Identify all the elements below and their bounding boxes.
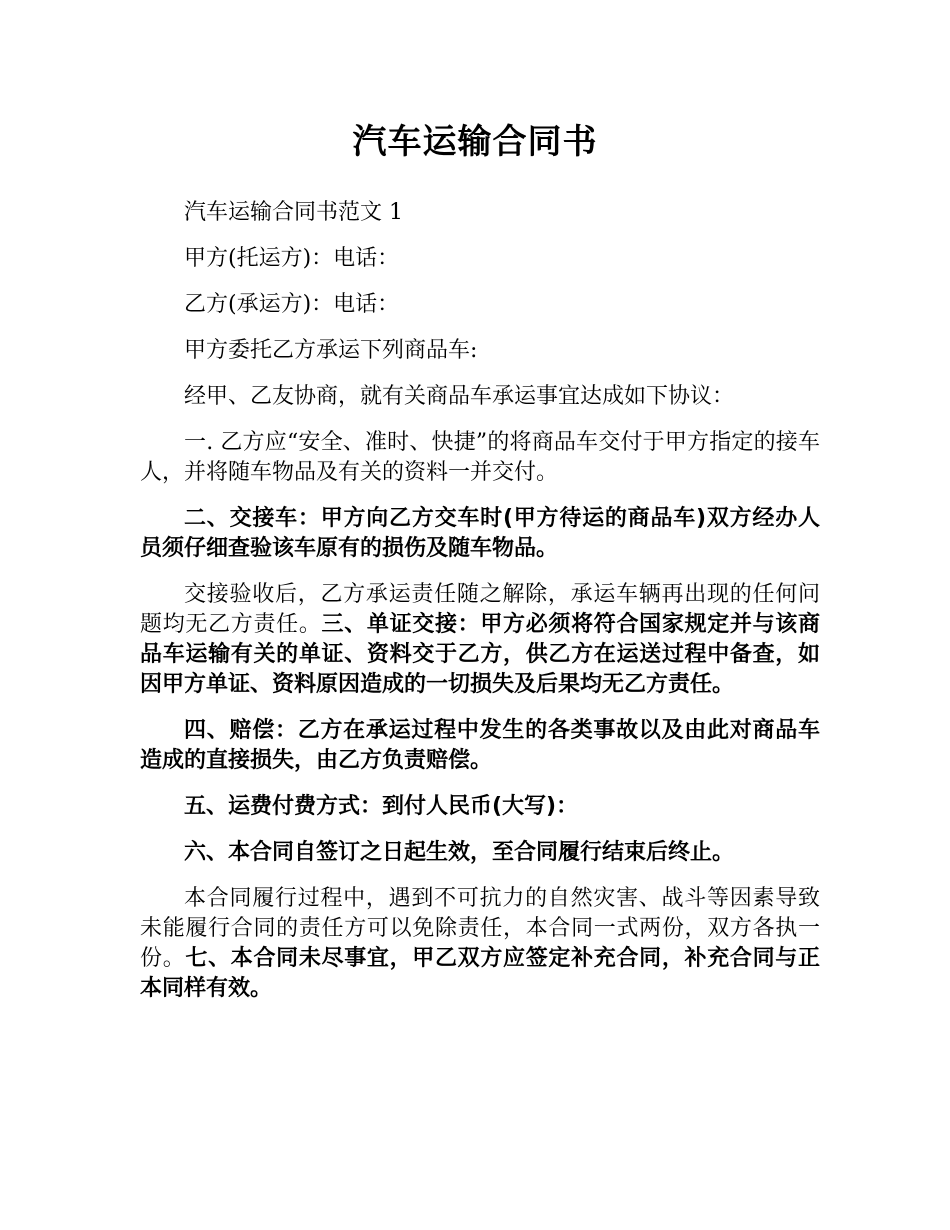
paragraph-clause-3 [140,580,820,700]
paragraph-clause-5: 五、运费付费方式：到付人民币(大写)： [184,794,579,819]
paragraph-clause-6: 六、本合同自签订之日起生效，至合同履行结束后终止。 [184,840,735,865]
paragraph-agreement-intro: 经甲、乙友协商，就有关商品车承运事宜达成如下协议： [184,384,735,409]
clause-3-intro-text: 交接验收后，乙方承运责任随之解除，承运车辆再出现的任何问题均无乙方责任。 [140,582,820,637]
document-body [140,198,820,1020]
paragraph-clause-7 [140,884,820,1004]
paragraph-clause-2: 二、交接车：甲方向乙方交车时(甲方待运的商品车)双方经办人员须仔细查验该车原有的损伤及随车物品。 [140,506,820,561]
document-title: 汽车运输合同书 [352,122,598,162]
paragraph-clause-4: 四、赔偿：乙方在承运过程中发生的各类事故以及由此对商品车造成的直接损失，由乙方负责赔偿。 [140,718,820,773]
paragraph-clause-1: 一. 乙方应“安全、准时、快捷”的将商品车交付于甲方指定的接车人，并将随车物品及有关的资料一并交付。 [140,430,820,485]
paragraph-sample-heading: 汽车运输合同书范文 1 [184,200,403,225]
paragraph-commission: 甲方委托乙方承运下列商品车: [184,338,478,363]
clause-7-bold-text: 七、本合同未尽事宜，甲乙双方应签定补充合同，补充合同与正本同样有效。 [140,946,820,1001]
clause-7-intro-text: 本合同履行过程中，遇到不可抗力的自然灾害、战斗等因素导致未能履行合同的责任方可以免除责任，本合同一式两份，双方各执一份。 [140,886,820,971]
clause-3-bold-text: 三、单证交接：甲方必须将符合国家规定并与该商品车运输有关的单证、资料交于乙方，供乙方在运送过程中备查，如因甲方单证、资料原因造成的一切损失及后果均无乙方责任。 [140,612,820,697]
paragraph-party-b: 乙方(承运方)：电话： [184,292,400,317]
paragraph-party-a: 甲方(托运方)：电话： [184,246,400,271]
